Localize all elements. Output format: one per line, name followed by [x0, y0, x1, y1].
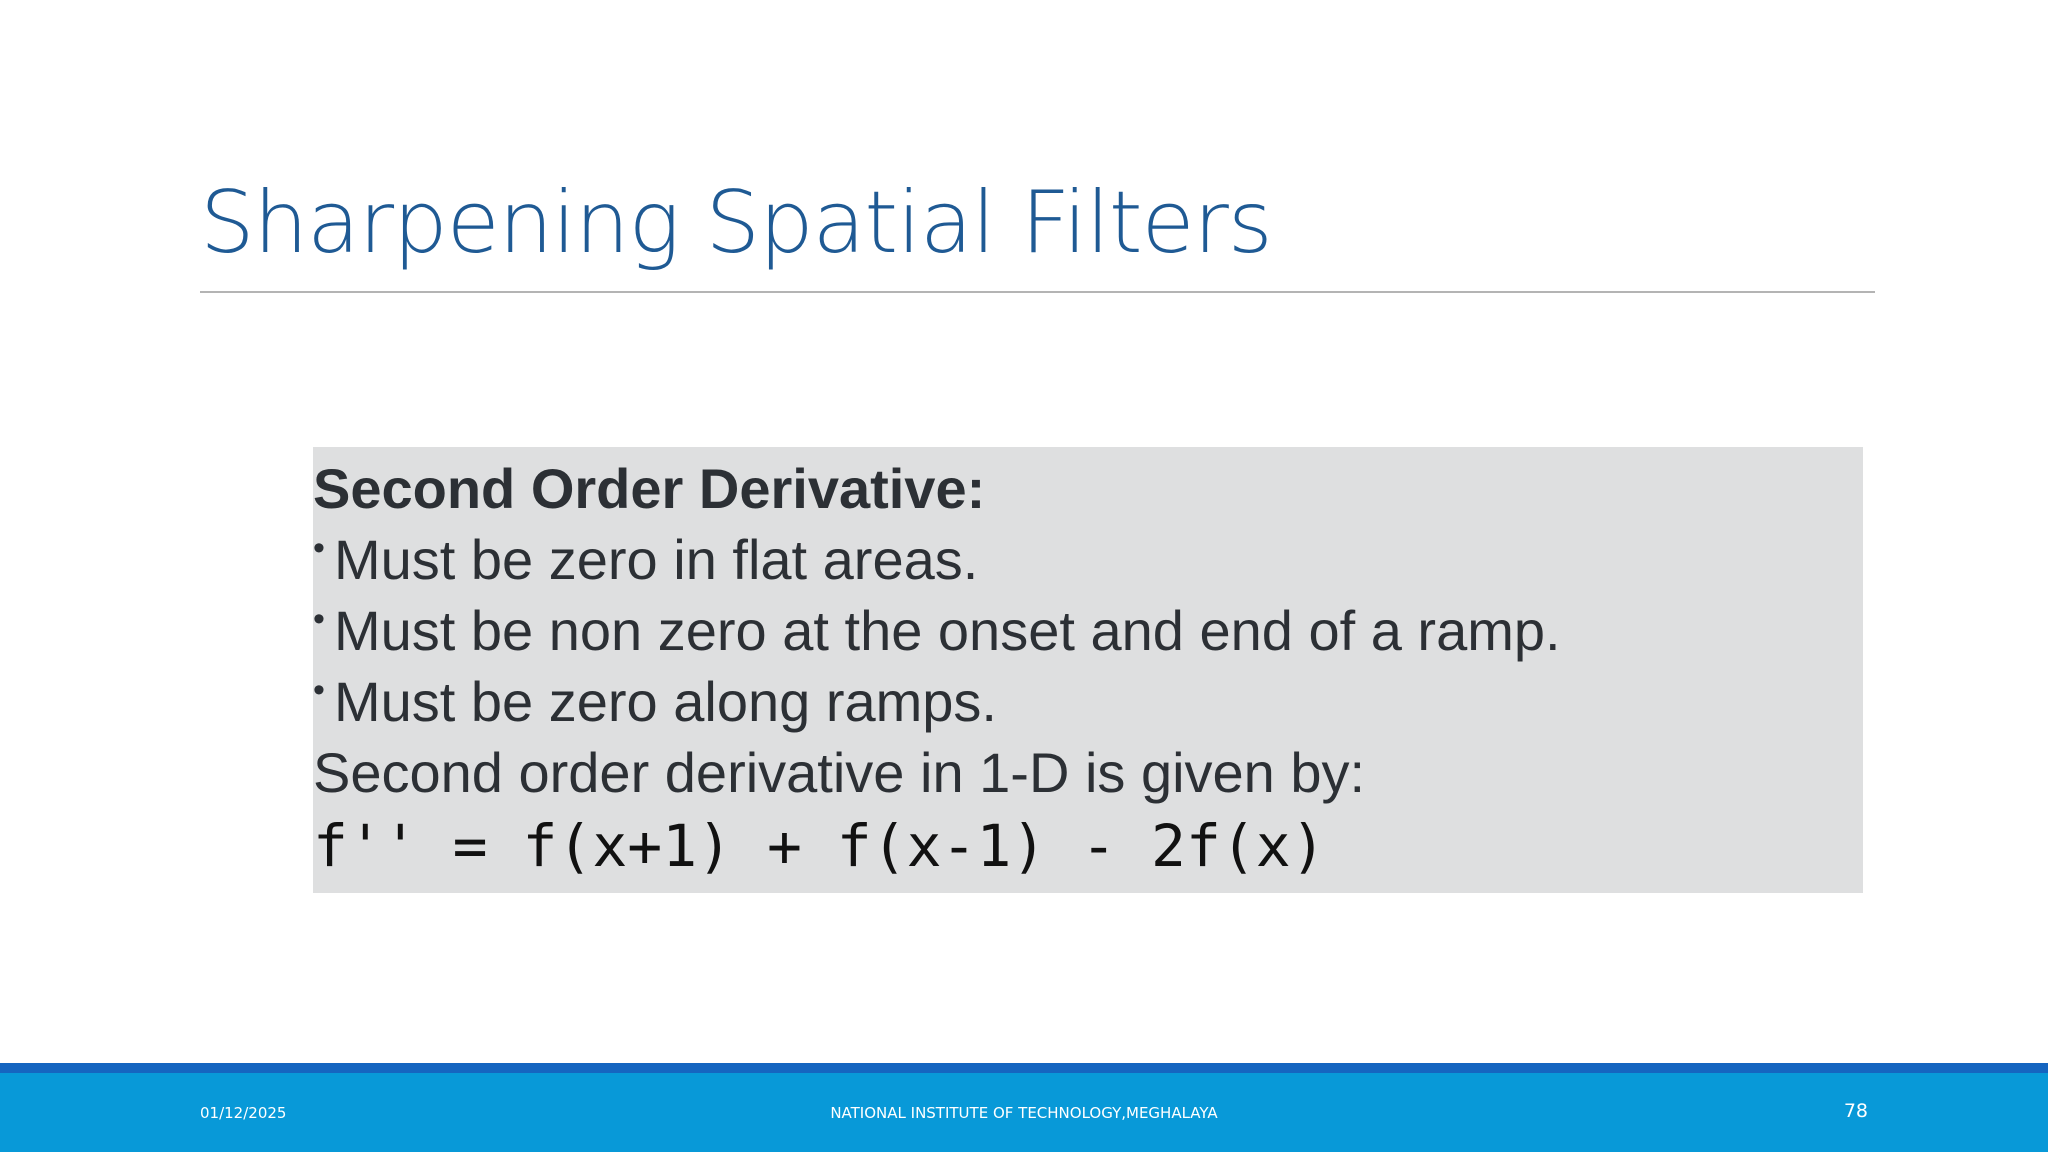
content-heading: Second Order Derivative: — [313, 457, 986, 520]
bullet-icon: • — [313, 671, 325, 709]
bullet-text: Must be non zero at the onset and end of a ramp. — [334, 599, 1561, 662]
bullet-item — [313, 666, 1863, 737]
bullet-icon: • — [313, 600, 325, 638]
bullet-item — [313, 595, 1863, 666]
slide-footer — [0, 1073, 2048, 1152]
bullet-text: Must be zero in flat areas. — [334, 528, 979, 591]
slide-title: Sharpening Spatial Filters — [200, 173, 1272, 273]
footer-date: 01/12/2025 — [200, 1104, 287, 1122]
bullet-icon: • — [313, 529, 325, 567]
title-divider — [200, 291, 1875, 293]
content-statement: Second order derivative in 1-D is given by: — [313, 741, 1366, 804]
footer-institution: NATIONAL INSTITUTE OF TECHNOLOGY,MEGHALAYA — [830, 1104, 1218, 1122]
content-box — [313, 447, 1863, 893]
footer-stripe — [0, 1063, 2048, 1073]
page-number: 78 — [1843, 1100, 1868, 1122]
bullet-text: Must be zero along ramps. — [334, 670, 997, 733]
derivative-formula: f'' = f(x+1) + f(x-1) - 2f(x) — [313, 812, 1326, 880]
bullet-item — [313, 524, 1863, 595]
